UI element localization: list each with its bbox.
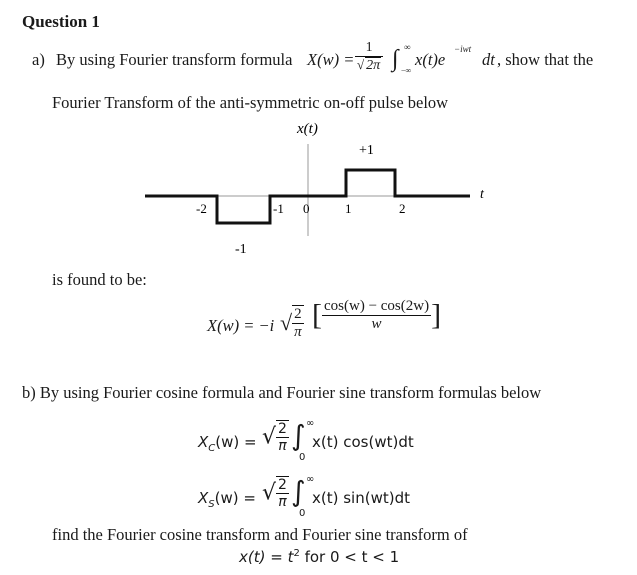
fourier-dt: dt [482, 50, 495, 69]
cosine-integral-sign: ∫ [291, 419, 306, 452]
sine-formula-lhs: $X_S(w)$ = [198, 489, 256, 510]
sine-sqrt: √ $\frac{2}{\pi}$ [262, 477, 287, 510]
fourier-integral-upper: ∞ [404, 42, 411, 52]
y-axis-label: x(t) [297, 121, 318, 137]
cosine-formula-lhs: $X_C(w)$ = [198, 433, 257, 454]
t-axis-label: t [480, 187, 484, 202]
sine-integral-upper: ∞ [306, 474, 315, 485]
part-b-intro: b) By using Fourier cosine formula and Fourier sine transform formulas below [22, 383, 542, 402]
final-function: $x(t) = t^2$ for 0 < t < 1 [239, 548, 400, 566]
part-a-label: a) [32, 50, 45, 69]
sine-integral-lower: 0 [299, 508, 306, 519]
result-bracket-fraction: [ $\frac{\cos(w) - \cos(2w)}{w}$ ] [312, 298, 442, 332]
tick-label: -1 [273, 201, 284, 216]
cosine-integral-lower: 0 [299, 452, 306, 463]
fourier-formula-lhs: X(w) = [307, 50, 355, 69]
cosine-integrand: x(t) cos(wt)dt [312, 433, 414, 451]
found-text: is found to be: [52, 270, 147, 289]
part-a-tail: , show that the [497, 50, 594, 69]
sine-integral-sign: ∫ [291, 475, 306, 508]
tick-label: -2 [196, 201, 207, 216]
fourier-exponent: −iwt [454, 44, 472, 54]
level-high-label: +1 [359, 143, 374, 158]
part-a-line2: Fourier Transform of the anti-symmetric on-off pulse below [52, 93, 449, 112]
part-a-intro: By using Fourier transform formula [56, 50, 293, 69]
find-text: find the Fourier cosine transform and Fourier sine transform of [52, 525, 468, 544]
level-low-label: -1 [235, 242, 247, 257]
result-lhs: X(w) = −i [207, 316, 275, 335]
fourier-integral-sign: ∫ [392, 46, 399, 72]
cosine-sqrt: √ $\frac{2}{\pi}$ [262, 421, 287, 454]
fourier-integrand: x(t)e [415, 50, 446, 69]
tick-label: 1 [345, 201, 352, 216]
fourier-integral-lower: −∞ [401, 66, 412, 75]
sine-integrand: x(t) sin(wt)dt [312, 489, 410, 507]
pulse-graph [140, 116, 500, 266]
tick-label: 2 [399, 201, 406, 216]
cosine-integral-upper: ∞ [306, 418, 315, 429]
result-sqrt: √ $\frac{2}{\pi}$ [280, 306, 302, 340]
fourier-formula-coefficient: $\frac{1}{√ 2\pi}$ [355, 40, 383, 74]
question-title: Question 1 [22, 12, 100, 31]
tick-label: 0 [303, 201, 310, 216]
